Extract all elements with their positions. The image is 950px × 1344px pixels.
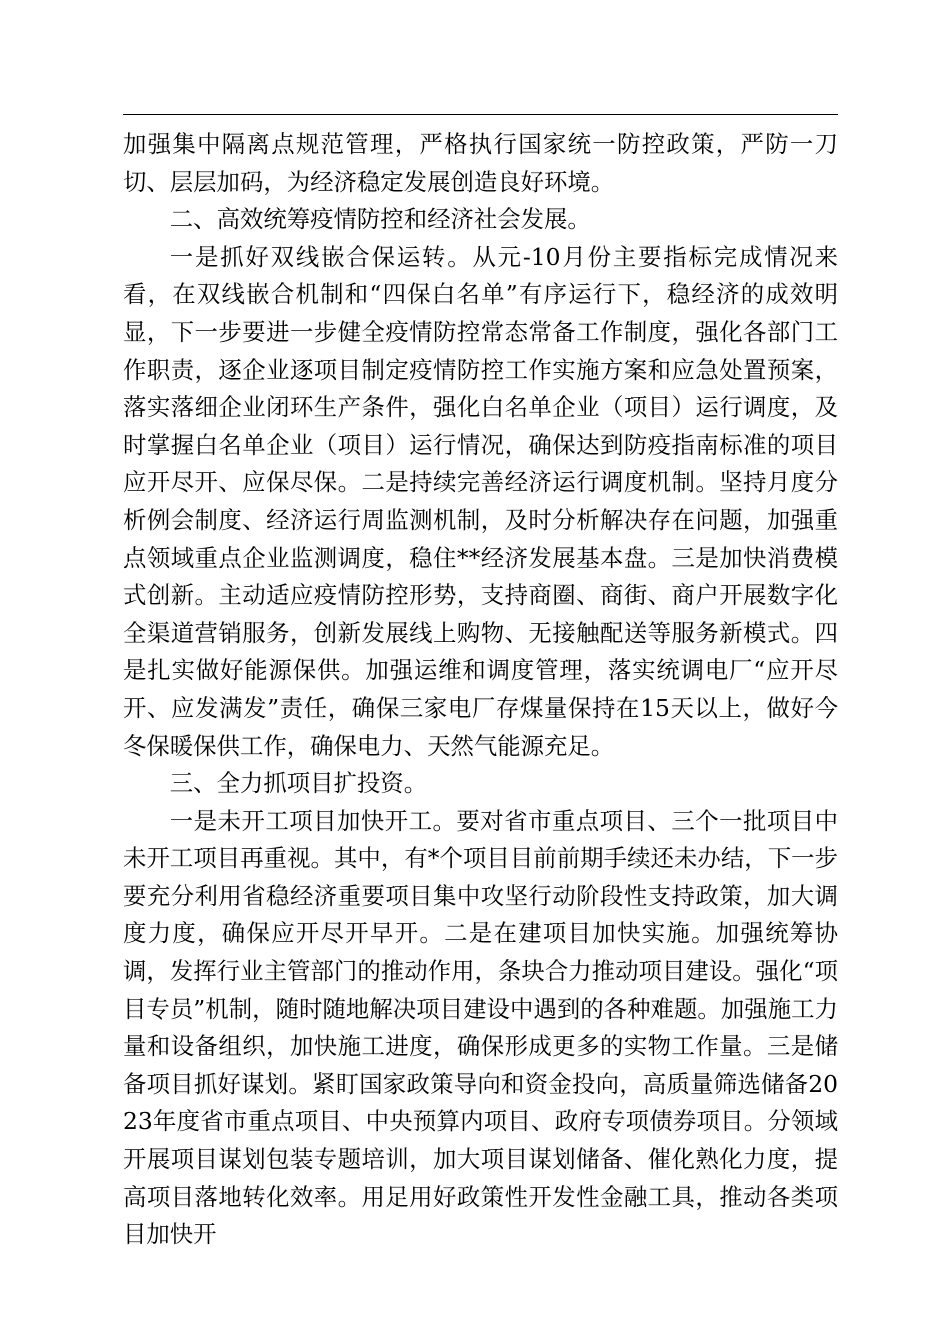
paragraph-1: 加强集中隔离点规范管理，严格执行国家统一防控政策，严防一刀切、层层加码，为经济稳定发展创造良好环境。 (123, 130, 838, 196)
paragraph-3: 一是抓好双线嵌合保运转。从元-10月份主要指标完成情况来看，在双线嵌合机制和“四保白名单”有序运行下，稳经济的成效明显，下一步要进一步健全疫情防控常态常备工作制度，强化各部门工作职责，逐企业逐项目制定疫情防控工作实施方案和应急处置预案，落实落细企业闭环生产条件，强化白名单企业（项目）运行调度，及时掌握白名单企业（项目）运行情况，确保达到防疫指南标准的项目应开尽开、应保尽保。二是持续完善经济运行调度机制。坚持月度分析例会制度、经济运行周监测机制，及时分析解决存在问题，加强重点领域重点企业监测调度，稳住**经济发展基本盘。三是加快消费模式创新。主动适应疫情防控形势，支持商圈、商街、商户开展数字化全渠道营销服务，创新发展线上购物、无接触配送等服务新模式。四是扎实做好能源保供。加强运维和调度管理，落实统调电厂“应开尽开、应发满发”责任，确保三家电厂存煤量保持在15天以上，做好今冬保暖保供工作，确保电力、天然气能源充足。 (123, 242, 838, 760)
section-heading-3: 三、全力抓项目扩投资。 (169, 769, 428, 798)
document-body (123, 126, 838, 1254)
header-rule (123, 114, 838, 115)
paragraph-5: 一是未开工项目加快开工。要对省市重点项目、三个一批项目中未开工项目再重视。其中，有*个项目目前前期手续还未办结，下一步要充分利用省稳经济重要项目集中攻坚行动阶段性支持政策，加大调度力度，确保应开尽开早开。二是在建项目加快实施。加强统筹协调，发挥行业主管部门的推动作用，条块合力推动项目建设。强化“项目专员”机制，随时随地解决项目建设中遇到的各种难题。加强施工力量和设备组织，加快施工进度，确保形成更多的实物工作量。三是储备项目抓好谋划。紧盯国家政策导向和资金投向，高质量筛选储备2023年度省市重点项目、中央预算内项目、政府专项债券项目。分领域开展项目谋划包装专题培训，加大项目谋划储备、催化熟化力度，提高项目落地转化效率。用足用好政策性开发性金融工具，推动各类项目加快开 (123, 806, 838, 1249)
section-heading-2: 二、高效统筹疫情防控和经济社会发展。 (169, 205, 591, 234)
